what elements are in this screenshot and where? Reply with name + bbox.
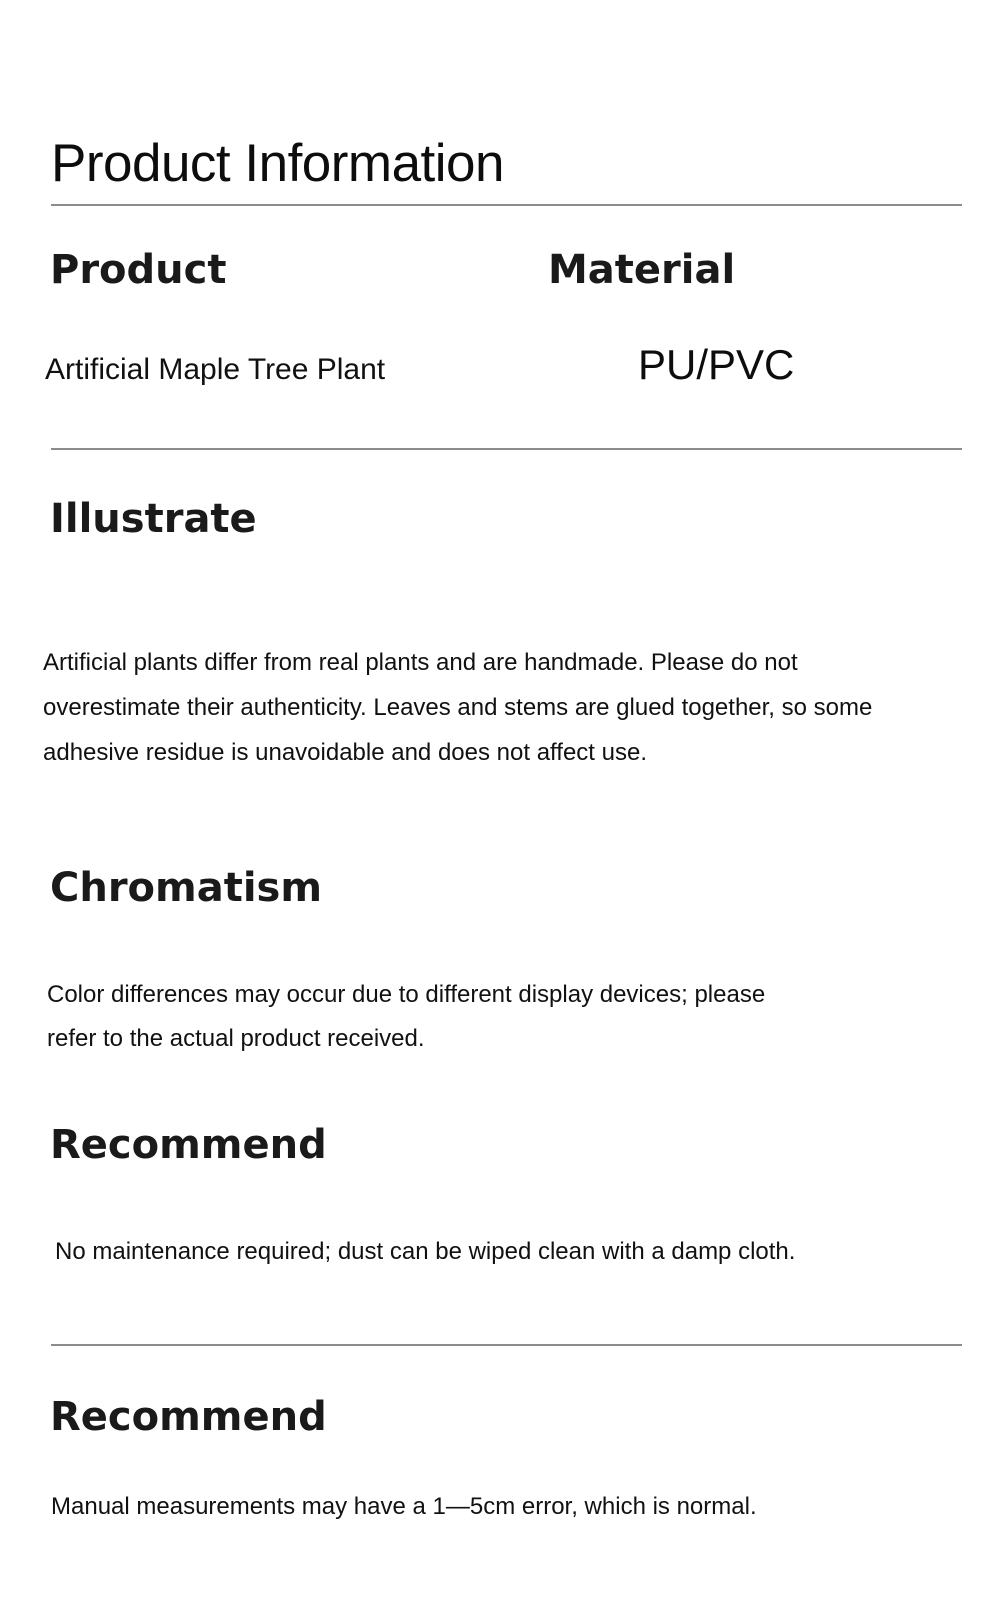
recommend-care-heading: Recommend	[50, 1122, 327, 1168]
illustrate-line: Artificial plants differ from real plants and are handmade. Please do not	[43, 649, 798, 676]
product-value: Artificial Maple Tree Plant	[45, 353, 386, 386]
page-title: Product Information	[51, 134, 505, 193]
product-label: Product	[50, 247, 227, 293]
illustrate-line: overestimate their authenticity. Leaves and stems are glued together, so some	[43, 694, 873, 721]
material-label: Material	[548, 247, 736, 293]
illustrate-heading: Illustrate	[50, 496, 257, 542]
recommend-divider	[51, 1344, 962, 1346]
chromatism-paragraph	[47, 973, 947, 1061]
chromatism-line: Color differences may occur due to different display devices; please	[47, 981, 766, 1008]
product-divider	[51, 448, 962, 450]
recommend-measure-text: Manual measurements may have a 1—5cm error, which is normal.	[51, 1493, 757, 1520]
chromatism-heading: Chromatism	[50, 865, 323, 911]
title-divider	[51, 204, 962, 206]
chromatism-line: refer to the actual product received.	[47, 1025, 425, 1052]
recommend-care-text: No maintenance required; dust can be wiped clean with a damp cloth.	[55, 1238, 796, 1265]
illustrate-paragraph	[43, 640, 993, 775]
illustrate-line: adhesive residue is unavoidable and does not affect use.	[43, 739, 647, 766]
material-value: PU/PVC	[638, 341, 795, 388]
recommend-measure-heading: Recommend	[50, 1394, 327, 1440]
